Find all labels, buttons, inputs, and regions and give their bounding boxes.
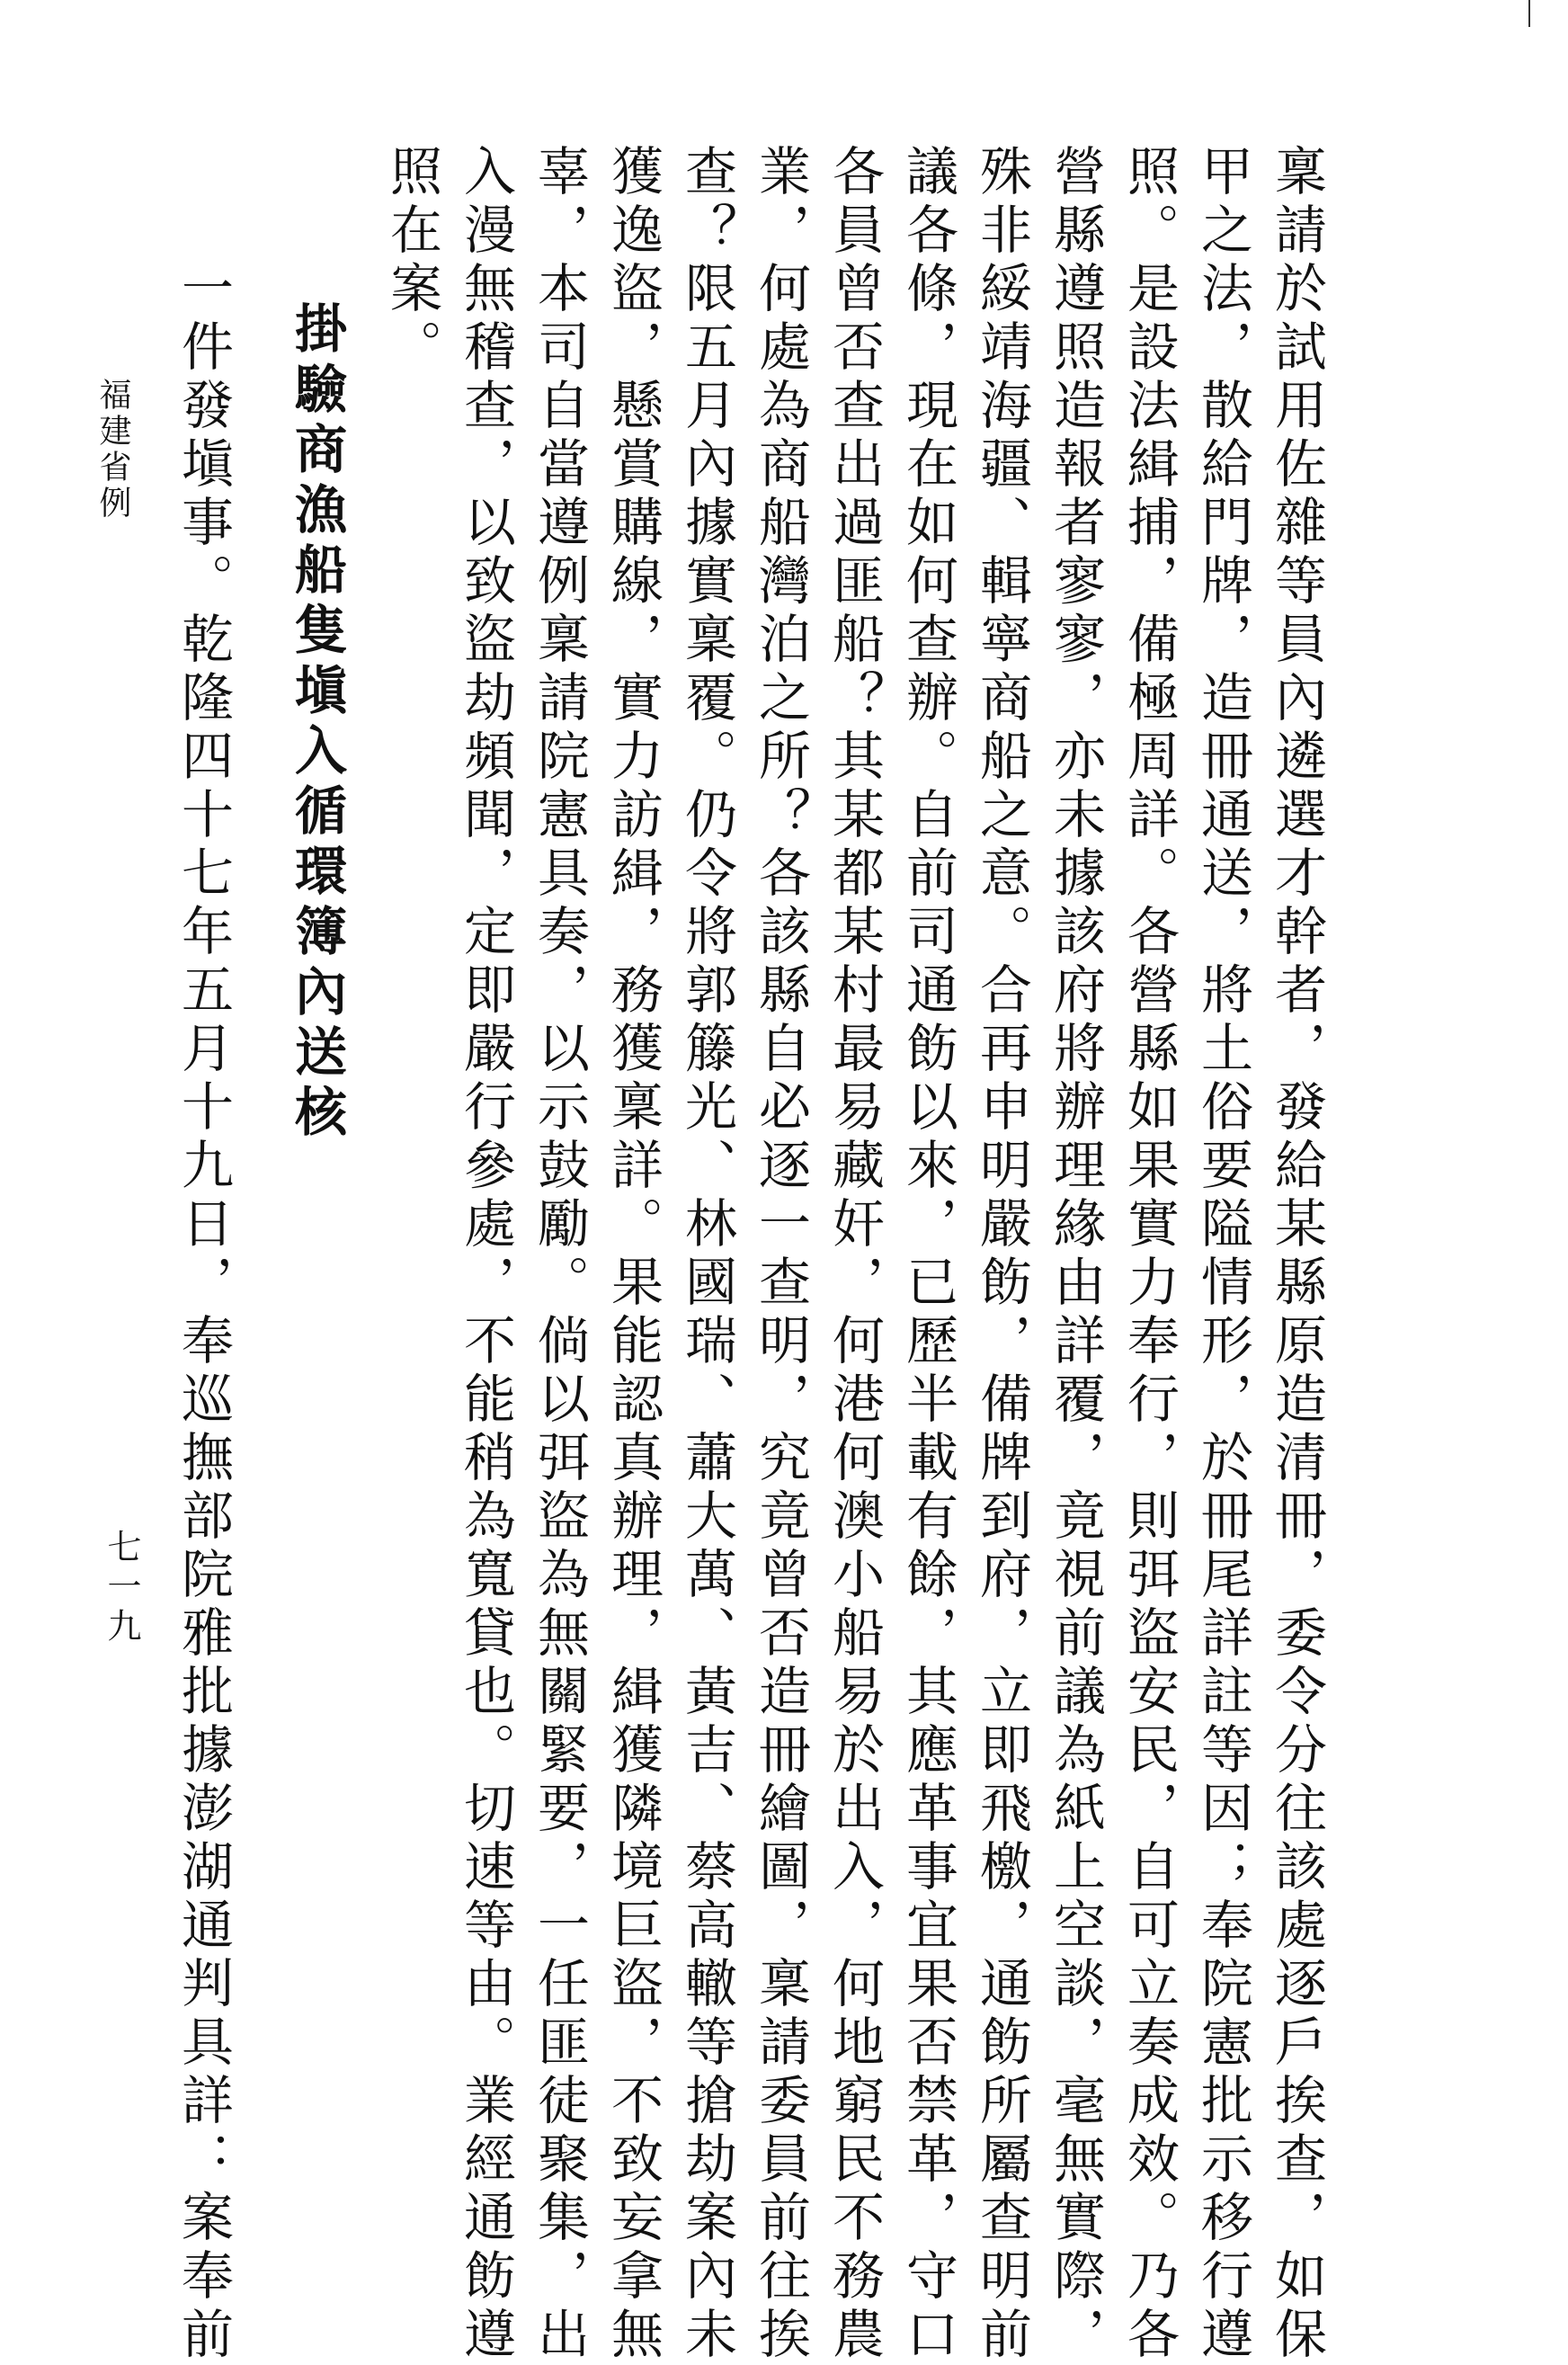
text-column-6: 議各條，現在如何查辦。自前司通飭以來，已歷半載有餘，其應革事宜果否禁革，守口	[897, 144, 958, 2365]
text-column-4: 營縣遵照造報者寥寥，亦未據該府將辦理緣由詳覆，竟視前議為紙上空談，毫無實際，	[1045, 144, 1106, 2365]
scan-edge-mark	[1528, 0, 1530, 27]
text-column-12: 入漫無稽查，以致盜劫頻聞，定即嚴行參處，不能稍為寬貸也。切速等由。業經通飭遵	[455, 144, 516, 2365]
section-title: 掛驗商漁船隻塡入循環簿內送核	[286, 301, 347, 1145]
page-number: 七一九	[102, 1529, 141, 1647]
text-column-8: 業，何處為商船灣泊之所？各該縣自必逐一查明，究竟曾否造冊繪圖，稟請委員前往挨	[750, 144, 811, 2365]
text-column-3: 照。是設法緝捕，備極周詳。各營縣如果實力奉行，則弭盜安民，自可立奏成效。乃各	[1118, 144, 1180, 2365]
text-column-1: 稟請於試用佐雜等員內遴選才幹者，發給某縣原造清冊，委令分往該處逐戶挨查，如保	[1266, 144, 1327, 2365]
text-column-5: 殊非綏靖海疆、輯寧商船之意。合再申明嚴飭，備牌到府，立即飛檄，通飭所屬查明前	[971, 144, 1032, 2365]
text-column-11: 辜，本司自當遵例稟請院憲具奏，以示鼓勵。倘以弭盜為無關緊要，一任匪徒聚集，出	[529, 144, 590, 2365]
text-column-9: 查？限五月內據實稟覆。仍令將郭籐光、林國瑞、蕭大萬、黃吉、蔡高轍等搶劫案內未	[676, 144, 737, 2365]
text-column-final: 一件發塡事。乾隆四十七年五月十九日，奉巡撫部院雅批據澎湖通判具詳：案奉前	[173, 261, 234, 2365]
text-column-7: 各員曾否查出過匪船？其某都某村最易藏奸，何港何澳小船易於出入，何地窮民不務農	[824, 144, 885, 2365]
text-column-10: 獲逸盜，懸賞購線，實力訪緝，務獲稟詳。果能認真辦理，緝獲隣境巨盜，不致妄拿無	[602, 144, 664, 2365]
text-column-13: 照在案。	[381, 144, 442, 378]
running-header: 福建省例	[94, 378, 131, 522]
text-column-2: 甲之法，散給門牌，造冊通送，將土俗要隘情形，於冊尾詳註等因；奉院憲批示移行遵	[1192, 144, 1253, 2365]
